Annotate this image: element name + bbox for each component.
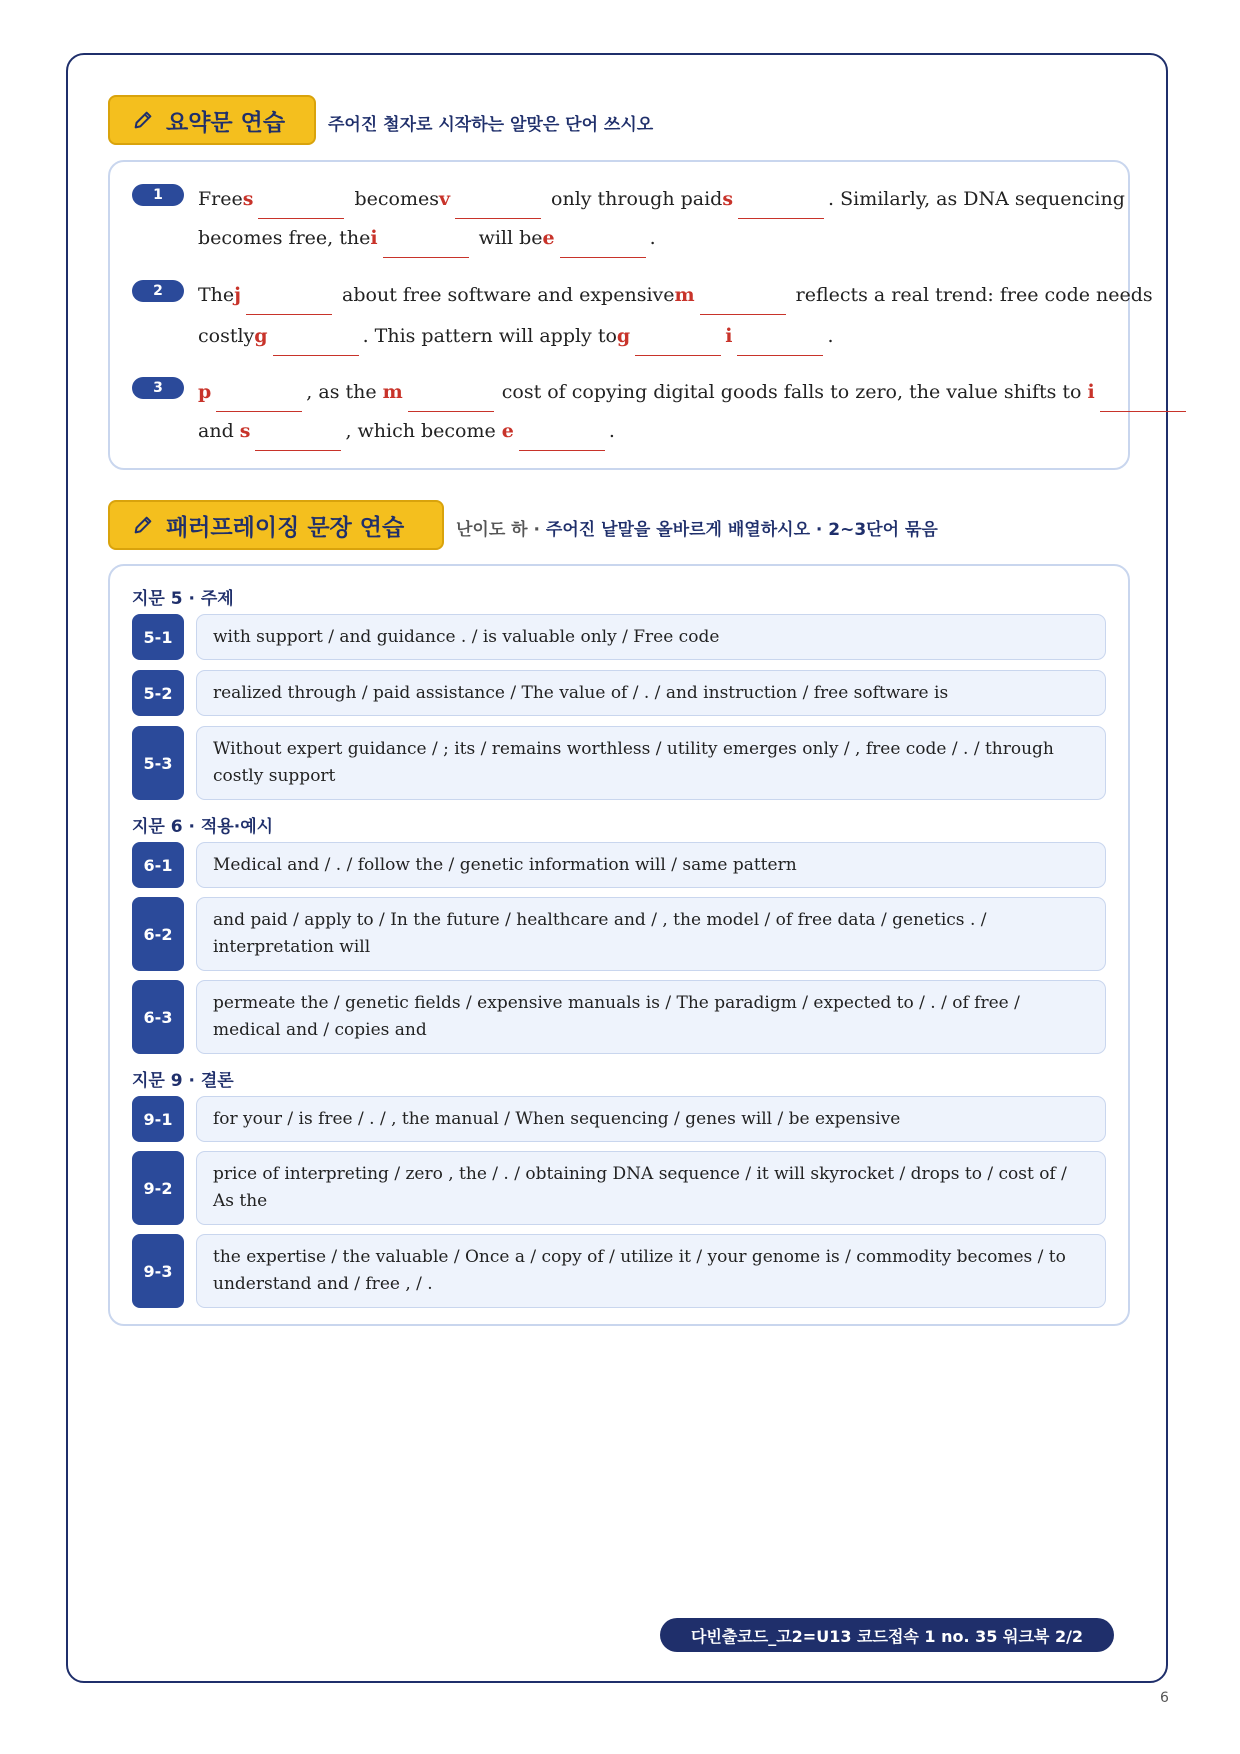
hint-letter: j xyxy=(234,284,242,306)
word-chunks[interactable]: and paid / apply to / In the future / healthcare and / , the model / of free data / genetics . / interpretation will xyxy=(196,897,1106,971)
hint-letter: p xyxy=(198,381,212,403)
summary-instruction: 주어진 철자로 시작하는 알맞은 단어 쓰시오 xyxy=(328,115,654,135)
summary-item-number: 1 xyxy=(132,184,184,206)
hint-letter: s xyxy=(722,188,734,210)
blank-field[interactable] xyxy=(675,284,790,312)
summary-line xyxy=(198,408,1104,448)
summary-item-number: 2 xyxy=(132,280,184,302)
paraphrase-row xyxy=(132,980,1106,1054)
paraphrase-row xyxy=(132,842,1106,888)
footer-code-label: 다빈출코드_고2=U13 코드접속 1 no. 35 워크북 2/2 xyxy=(660,1618,1114,1652)
paraphrase-row xyxy=(132,614,1106,660)
row-id-badge: 6-2 xyxy=(132,897,184,971)
paraphrase-row xyxy=(132,1151,1106,1225)
word-chunks[interactable]: Medical and / . / follow the / genetic information will / same pattern xyxy=(196,842,1106,888)
text: , as the xyxy=(306,381,377,403)
hint-letter: v xyxy=(438,188,451,210)
word-chunks[interactable]: with support / and guidance . / is valuable only / Free code xyxy=(196,614,1106,660)
hint-letter: i xyxy=(370,227,378,249)
blank-field[interactable] xyxy=(617,325,725,353)
hint-letter: g xyxy=(616,325,631,347)
hint-letter: s xyxy=(239,420,251,442)
row-id-badge: 5-1 xyxy=(132,614,184,660)
text: becomes xyxy=(354,188,439,210)
blank-field[interactable] xyxy=(1087,381,1189,409)
pencil-icon xyxy=(132,514,154,536)
word-chunks[interactable]: price of interpreting / zero , the / . / obtaining DNA sequence / it will skyrocket / drops to / cost of / As the xyxy=(196,1151,1106,1225)
summary-box xyxy=(108,160,1153,470)
summary-item-number: 3 xyxy=(132,377,184,399)
text: . xyxy=(827,325,834,347)
row-id-badge: 9-3 xyxy=(132,1234,184,1308)
text: . Similarly, as DNA sequencing xyxy=(828,188,1125,210)
blank-field[interactable] xyxy=(243,188,349,216)
blank-field[interactable] xyxy=(234,284,336,312)
summary-line xyxy=(198,313,1104,353)
paraphrase-section-title: 패러프레이징 문장 연습 xyxy=(166,514,405,541)
blank-field[interactable] xyxy=(198,381,306,409)
paraphrase-instruction xyxy=(456,515,938,540)
page-number: 6 xyxy=(1160,1690,1169,1706)
word-chunks[interactable]: for your / is free / . / , the manual / When sequencing / genes will / be expensive xyxy=(196,1096,1106,1142)
blank-field[interactable] xyxy=(383,381,498,409)
paraphrase-box xyxy=(108,564,1130,1326)
text: will be xyxy=(478,227,543,249)
hint-letter: s xyxy=(242,188,254,210)
text: becomes free, the xyxy=(198,227,371,249)
summary-line xyxy=(198,176,1125,216)
paraphrase-section-tag xyxy=(108,500,444,550)
word-chunks[interactable]: the expertise / the valuable / Once a / copy of / utilize it / your genome is / commodity becomes / to understand and / free , / . xyxy=(196,1234,1106,1308)
hint-letter: i xyxy=(1087,381,1095,403)
text: reflects a real trend: free code needs xyxy=(795,284,1153,306)
group-title: 지문 9 · 결론 xyxy=(132,1071,234,1091)
row-id-badge: 5-2 xyxy=(132,670,184,716)
hint-letter: e xyxy=(501,420,514,442)
summary-section-title: 요약문 연습 xyxy=(166,109,286,136)
word-chunks[interactable]: permeate the / genetic fields / expensive manuals is / The paradigm / expected to / . / of free / medical and / copies and xyxy=(196,980,1106,1054)
blank-field[interactable] xyxy=(722,188,828,216)
instruction-text: 주어진 낱말을 올바르게 배열하시오 · 2~3단어 묶음 xyxy=(545,520,938,540)
word-chunks[interactable]: realized through / paid assistance / The value of / . / and instruction / free software is xyxy=(196,670,1106,716)
summary-line xyxy=(198,215,1104,255)
hint-letter: g xyxy=(254,325,268,347)
blank-field[interactable] xyxy=(254,325,362,353)
group-title: 지문 6 · 적용·예시 xyxy=(132,817,274,837)
text: costly xyxy=(198,325,255,347)
hint-letter: e xyxy=(542,227,555,249)
word-chunks[interactable]: Without expert guidance / ; its / remains worthless / utility emerges only / , free code / . / through costly support xyxy=(196,726,1106,800)
blank-field[interactable] xyxy=(502,420,609,448)
text: cost of copying digital goods falls to zero, the value shifts to xyxy=(501,381,1082,403)
blank-field[interactable] xyxy=(240,420,346,448)
text: . xyxy=(608,420,615,442)
summary-line xyxy=(198,272,1153,312)
text: and xyxy=(198,420,234,442)
pencil-icon xyxy=(132,109,154,131)
summary-line xyxy=(198,369,1104,409)
row-id-badge: 9-1 xyxy=(132,1096,184,1142)
group-title: 지문 5 · 주제 xyxy=(132,589,234,609)
text: about free software and expensive xyxy=(342,284,675,306)
row-id-badge: 9-2 xyxy=(132,1151,184,1225)
summary-section-tag xyxy=(108,95,316,145)
blank-field[interactable] xyxy=(543,227,650,255)
hint-letter: m xyxy=(382,381,403,403)
hint-letter: m xyxy=(674,284,695,306)
hint-letter: i xyxy=(725,325,733,347)
paraphrase-row xyxy=(132,726,1106,800)
row-id-badge: 6-3 xyxy=(132,980,184,1054)
blank-field[interactable] xyxy=(439,188,545,216)
paraphrase-row xyxy=(132,897,1106,971)
text: . This pattern will apply to xyxy=(362,325,617,347)
text: , which become xyxy=(345,420,496,442)
text: . xyxy=(649,227,656,249)
row-id-badge: 5-3 xyxy=(132,726,184,800)
difficulty-label: 난이도 하 · xyxy=(456,520,540,540)
paraphrase-row xyxy=(132,1096,1106,1142)
paraphrase-row xyxy=(132,1234,1106,1308)
text: only through paid xyxy=(551,188,723,210)
blank-field[interactable] xyxy=(725,325,827,353)
row-id-badge: 6-1 xyxy=(132,842,184,888)
text: The xyxy=(198,284,235,306)
text: Free xyxy=(198,188,243,210)
paraphrase-row xyxy=(132,670,1106,716)
blank-field[interactable] xyxy=(370,227,472,255)
